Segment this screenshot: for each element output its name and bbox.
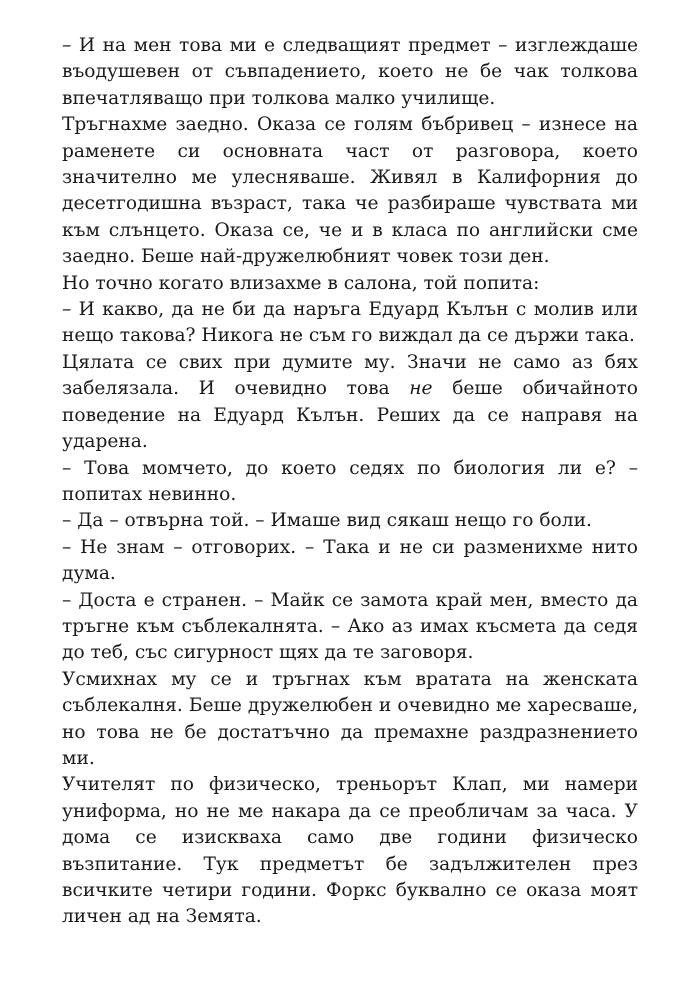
paragraph-10: Усмихнах му се и тръгнах към вратата на женската съблекалня. Беше дружелюбен и очевидно ме харесваше, но това не бе достатъчно да премахне раздразнението ми. bbox=[62, 668, 638, 769]
paragraph-11: Учителят по физическо, треньорът Клап, ми намери униформа, но не ме накара да се преобличам за часа. У дома се изискваха само две години физическо възпитание. Тук предметът бе задължителен през всичките четири години. Форкс буквално се оказа моят личен ад на Земята. bbox=[62, 774, 638, 928]
paragraph-5-part-2: беше обичайното поведение на Едуард Кълън. Реших да се направя на ударена. bbox=[62, 378, 638, 453]
paragraph-6: – Това момчето, до което седях по биология ли е? – попитах невинно. bbox=[62, 457, 638, 505]
paragraph-2: Тръгнахме заедно. Оказа се голям бъбривец – изнесе на раменете си основната част от разговора, което значително ме улесняваше. Живял в Калифорния до десетгодишна възраст, така че разбираше чувствата ми към слънцето. Оказа се, че и в класа по английски сме заедно. Беше най-дружелюбният човек този ден. bbox=[62, 114, 638, 268]
paragraph-5 bbox=[62, 350, 638, 456]
paragraph-4: – И какво, да не би да наръга Едуард Кълън с молив или нещо такова? Никога не съм го виждал да се държи така. bbox=[62, 299, 638, 347]
paragraph-8: – Не знам – отговорих. – Така и не си разменихме нито дума. bbox=[62, 536, 638, 585]
paragraph-3: Но точно когато влизахме в салона, той попита: bbox=[62, 272, 540, 294]
emphasized-word: не bbox=[409, 378, 433, 400]
paragraph-9: – Доста е странен. – Майк се замота край мен, вместо да тръгне към съблекалнята. – Ако аз имах късмета да седя до теб, със сигурност щях да те заговоря. bbox=[62, 589, 638, 664]
paragraph-7: – Да – отвърна той. – Имаше вид сякаш нещо го боли. bbox=[62, 510, 592, 532]
paragraph-1: – И на мен това ми е следващият предмет – изглеждаше въодушевен от съвпадението, което не бе чак толкова впечатляващо при толкова малко училище. bbox=[62, 35, 638, 109]
book-page bbox=[62, 33, 638, 931]
paragraph-5-part-1: Цялата се свих при думите му. Значи не само аз бях забелязала. И очевидно това bbox=[62, 351, 638, 400]
